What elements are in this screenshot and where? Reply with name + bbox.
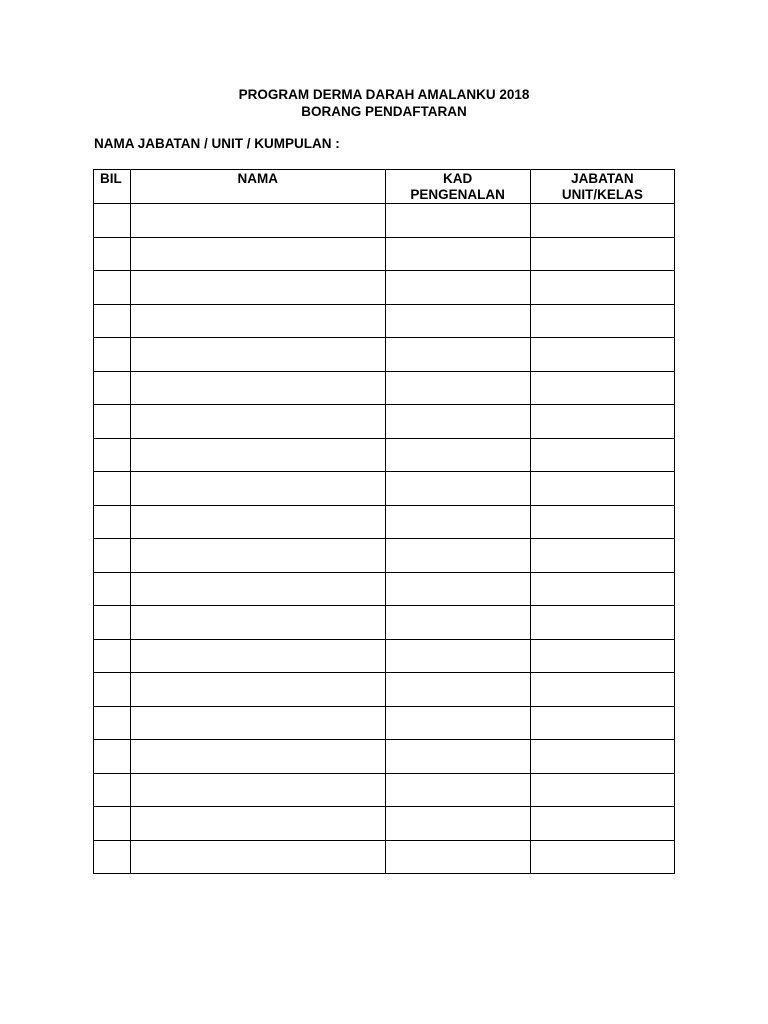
table-row [94,505,675,539]
kad-pengenalan-cell[interactable] [385,405,530,439]
bil-cell[interactable] [94,706,131,740]
jabatan-cell[interactable] [530,204,674,238]
nama-cell[interactable] [131,371,385,405]
jabatan-cell[interactable] [530,606,674,640]
bil-cell[interactable] [94,840,131,874]
header-nama: NAMA [131,170,385,204]
table-row [94,606,675,640]
nama-cell[interactable] [131,773,385,807]
kad-pengenalan-cell[interactable] [385,271,530,305]
jabatan-cell[interactable] [530,304,674,338]
nama-cell[interactable] [131,304,385,338]
nama-cell[interactable] [131,338,385,372]
nama-cell[interactable] [131,639,385,673]
kad-pengenalan-cell[interactable] [385,505,530,539]
nama-cell[interactable] [131,673,385,707]
table-header-row [94,170,675,204]
jabatan-cell[interactable] [530,438,674,472]
kad-pengenalan-cell[interactable] [385,472,530,506]
kad-pengenalan-cell[interactable] [385,539,530,573]
bil-cell[interactable] [94,304,131,338]
nama-cell[interactable] [131,237,385,271]
kad-pengenalan-cell[interactable] [385,740,530,774]
jabatan-cell[interactable] [530,706,674,740]
bil-cell[interactable] [94,371,131,405]
bil-cell[interactable] [94,237,131,271]
table-row [94,572,675,606]
table-row [94,405,675,439]
table-row [94,706,675,740]
kad-pengenalan-cell[interactable] [385,606,530,640]
jabatan-cell[interactable] [530,371,674,405]
jabatan-cell[interactable] [530,840,674,874]
nama-cell[interactable] [131,204,385,238]
kad-pengenalan-cell[interactable] [385,639,530,673]
bil-cell[interactable] [94,606,131,640]
document-title [0,86,768,120]
table-row [94,740,675,774]
bil-cell[interactable] [94,204,131,238]
table-row [94,304,675,338]
nama-cell[interactable] [131,505,385,539]
table-row [94,204,675,238]
nama-cell[interactable] [131,807,385,841]
jabatan-cell[interactable] [530,539,674,573]
kad-pengenalan-cell[interactable] [385,673,530,707]
table-row [94,807,675,841]
kad-pengenalan-cell[interactable] [385,706,530,740]
jabatan-cell[interactable] [530,740,674,774]
nama-cell[interactable] [131,606,385,640]
table-row [94,639,675,673]
jabatan-cell[interactable] [530,505,674,539]
nama-cell[interactable] [131,572,385,606]
nama-cell[interactable] [131,405,385,439]
title-line-1: PROGRAM DERMA DARAH AMALANKU 2018 [238,87,530,102]
table-body [94,204,675,874]
jabatan-cell[interactable] [530,673,674,707]
kad-pengenalan-cell[interactable] [385,773,530,807]
bil-cell[interactable] [94,673,131,707]
table-row [94,371,675,405]
bil-cell[interactable] [94,438,131,472]
nama-cell[interactable] [131,539,385,573]
kad-pengenalan-cell[interactable] [385,338,530,372]
kad-pengenalan-cell[interactable] [385,204,530,238]
kad-pengenalan-cell[interactable] [385,572,530,606]
bil-cell[interactable] [94,773,131,807]
table-row [94,840,675,874]
kad-pengenalan-cell[interactable] [385,807,530,841]
jabatan-cell[interactable] [530,338,674,372]
kad-pengenalan-cell[interactable] [385,438,530,472]
jabatan-cell[interactable] [530,773,674,807]
jabatan-cell[interactable] [530,572,674,606]
table-row [94,673,675,707]
bil-cell[interactable] [94,505,131,539]
department-field-label: NAMA JABATAN / UNIT / KUMPULAN : [94,136,340,151]
bil-cell[interactable] [94,807,131,841]
title-line-2: BORANG PENDAFTARAN [301,104,467,119]
nama-cell[interactable] [131,271,385,305]
nama-cell[interactable] [131,438,385,472]
jabatan-cell[interactable] [530,807,674,841]
jabatan-cell[interactable] [530,405,674,439]
bil-cell[interactable] [94,338,131,372]
table-row [94,438,675,472]
header-jabatan-unit-kelas: JABATAN UNIT/KELAS [530,170,674,204]
table-row [94,773,675,807]
table-row [94,237,675,271]
nama-cell[interactable] [131,706,385,740]
bil-cell[interactable] [94,472,131,506]
kad-pengenalan-cell[interactable] [385,304,530,338]
table-row [94,472,675,506]
table-row [94,338,675,372]
bil-cell[interactable] [94,405,131,439]
jabatan-cell[interactable] [530,271,674,305]
jabatan-cell[interactable] [530,639,674,673]
jabatan-cell[interactable] [530,472,674,506]
header-bil: BIL [94,170,131,204]
kad-pengenalan-cell[interactable] [385,237,530,271]
table-row [94,539,675,573]
nama-cell[interactable] [131,472,385,506]
kad-pengenalan-cell[interactable] [385,371,530,405]
bil-cell[interactable] [94,572,131,606]
nama-cell[interactable] [131,740,385,774]
registration-table [93,169,675,874]
bil-cell[interactable] [94,271,131,305]
kad-pengenalan-cell[interactable] [385,840,530,874]
table-row [94,271,675,305]
bil-cell[interactable] [94,539,131,573]
header-kad-pengenalan: KAD PENGENALAN [385,170,530,204]
bil-cell[interactable] [94,639,131,673]
nama-cell[interactable] [131,840,385,874]
bil-cell[interactable] [94,740,131,774]
jabatan-cell[interactable] [530,237,674,271]
